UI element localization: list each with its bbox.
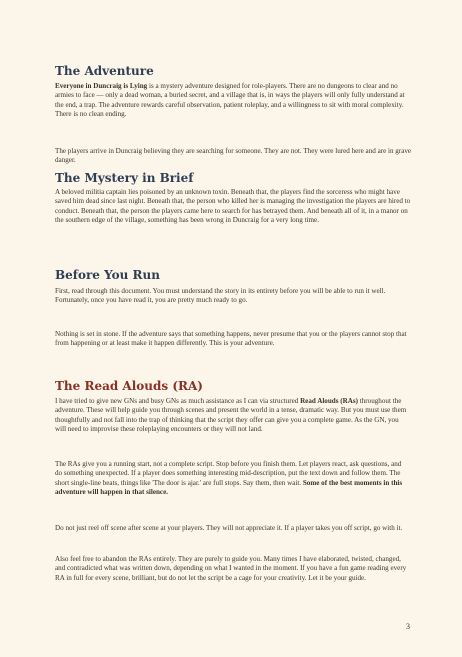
readalouds-paragraph-3: Do not just reel off scene after scene at your players. They will not appreciate it. If a player takes you off script, go with it. bbox=[55, 524, 403, 532]
adventure-intro-text: is a mystery adventure designed for role-players. There are no dungeons to clear and no armies to face — only a dead woman, a buried secret, and a village that is, in ways the players will only fully understand at the end, a trap. The adventure rewards careful observation, patient roleplay, and a willingness to sit with moral complexity. There is no clean ending. bbox=[55, 82, 405, 119]
page-number: 3 bbox=[406, 622, 410, 631]
readalouds-paragraph-1 bbox=[55, 397, 410, 435]
readalouds-p2-bold: Some of the best moments in this adventure will happen in that silence. bbox=[55, 478, 403, 497]
before-paragraph-2: Nothing is set in stone. If the adventure says that something happens, never presume that you or the players cannot stop that from happening or at least make it happen differently. This is your adventure. bbox=[55, 330, 407, 348]
adventure-paragraph-2: The players arrive in Duncraig believing they are searching for someone. They are not. They were lured here and are in grave danger. bbox=[55, 147, 412, 165]
heading-the-adventure: The Adventure bbox=[55, 64, 154, 78]
readalouds-paragraph-4: Also feel free to abandon the RAs entirely. They are purely to guide you. Many times I have elaborated, twisted, changed, and contradicted what was written down, depending on what I wanted in the moment. If you have a fun game reading every RA in full for every scene, brilliant, but do not let the script be a cage for your creativity. Let it be your guide. bbox=[55, 555, 407, 582]
heading-read-alouds: The Read Alouds (RA) bbox=[55, 379, 203, 393]
heading-mystery-in-brief: The Mystery in Brief bbox=[55, 171, 194, 185]
readalouds-paragraph-2 bbox=[55, 460, 410, 498]
adventure-paragraph-1 bbox=[55, 82, 413, 120]
before-paragraph-1: First, read through this document. You must understand the story in its entirety before you will be able to run it well. Fortunately, once you have read it, you are pretty much ready to go. bbox=[55, 287, 386, 305]
readalouds-bold-term: Read Alouds (RAs) bbox=[300, 397, 359, 405]
adventure-title-bold: Everyone in Duncraig is Lying bbox=[55, 82, 148, 90]
readalouds-text-a: I have tried to give new GNs and busy GNs as much assistance as I can via structured bbox=[55, 397, 301, 405]
heading-before-you-run: Before You Run bbox=[55, 268, 160, 282]
readalouds-text-b: throughout the adventure. These will help guide you through scenes and present the world in a tense, dramatic way. But you must use them thoughtfully and not fall into the trap of thinking that the script they offer can give you a complete game. As the GN, you will need to improvise these roleplaying encounters or they will not land. bbox=[55, 397, 407, 434]
mystery-paragraph: A beloved militia captain lies poisoned by an unknown toxin. Beneath that, the players find the sorceress who might have saved him dead since last night. Beneath that, the person who killed her is managing the investigation the players are hired to conduct. Beneath that, the person the players came here to search for has betrayed them. And beneath all of it, in a manor on the southern edge of the village, something has been wrong in Duncraig for a very long time. bbox=[55, 188, 411, 225]
readalouds-p2-text: The RAs give you a running start, not a complete script. Stop before you finish them. Let players react, ask questions, and do something unexpected. If a player does something interesting mid-description, put the text down and follow them. The short single-line beats, things like 'The door is ajar.' are full stops. Say them, then wait. bbox=[55, 460, 402, 487]
